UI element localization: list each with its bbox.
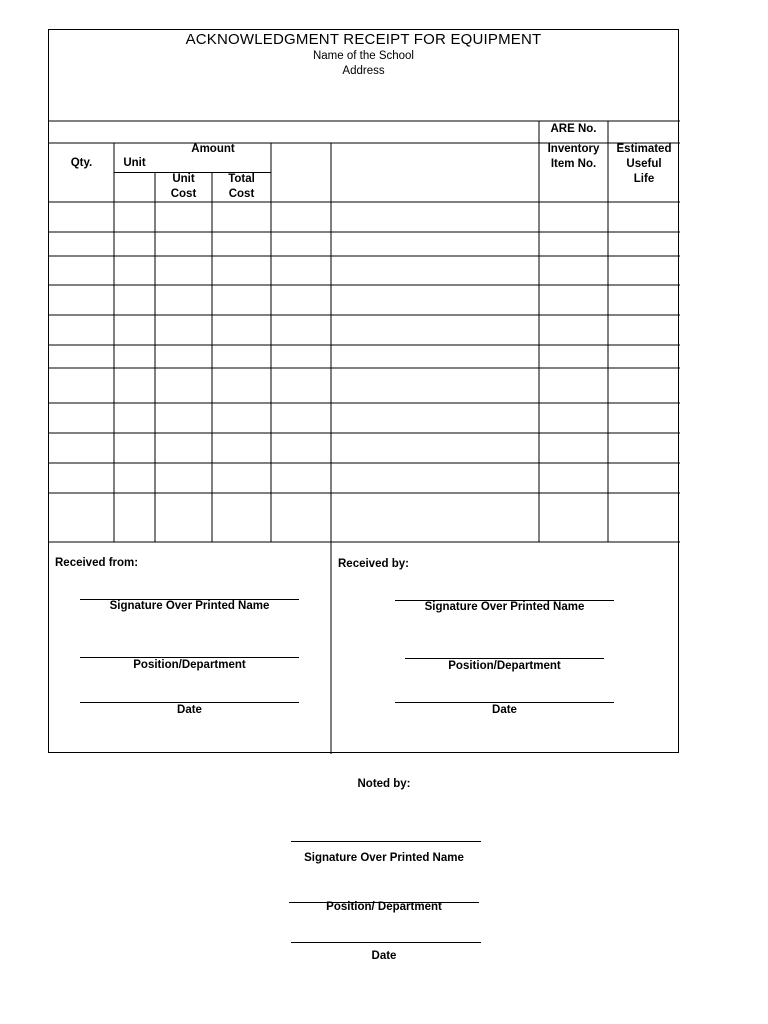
unit-cost-header — [155, 172, 212, 202]
description-cell[interactable] — [331, 368, 539, 403]
unit-cell[interactable] — [114, 345, 155, 368]
description-cell[interactable] — [331, 285, 539, 315]
inventory-item-no-cell[interactable] — [539, 202, 608, 232]
blank-cell[interactable] — [271, 463, 331, 493]
received-by-date-line[interactable] — [395, 702, 614, 703]
total-cost-cell[interactable] — [212, 463, 271, 493]
blank-cell[interactable] — [271, 202, 331, 232]
description-cell[interactable] — [331, 256, 539, 285]
total-cost-cell[interactable] — [212, 368, 271, 403]
received-from-position-caption: Position/Department — [133, 659, 246, 671]
received-by-date-caption: Date — [492, 704, 517, 716]
total-cost-cell[interactable] — [212, 285, 271, 315]
received-from-date-line[interactable] — [80, 702, 299, 703]
inventory-item-no-cell[interactable] — [539, 463, 608, 493]
useful-life-cell[interactable] — [608, 285, 680, 315]
inventory-item-header — [539, 142, 608, 172]
inventory-item-no-cell[interactable] — [539, 345, 608, 368]
total-cost-cell[interactable] — [212, 232, 271, 256]
qty-cell[interactable] — [49, 315, 114, 345]
unit-cell[interactable] — [114, 493, 155, 542]
total-cost-line1: Total — [228, 173, 255, 185]
are-no-label: ARE No. — [550, 123, 597, 135]
qty-cell[interactable] — [49, 403, 114, 433]
blank-cell[interactable] — [271, 493, 331, 542]
form-header — [49, 30, 678, 121]
received-from-date-caption: Date — [177, 704, 202, 716]
unit-cost-line2: Cost — [170, 188, 197, 200]
useful-life-cell[interactable] — [608, 463, 680, 493]
blank-cell[interactable] — [271, 433, 331, 463]
blank-cell[interactable] — [271, 345, 331, 368]
life-line2: Useful — [626, 158, 662, 170]
unit-cost-cell[interactable] — [155, 345, 212, 368]
unit-cost-cell[interactable] — [155, 315, 212, 345]
inventory-item-no-cell[interactable] — [539, 285, 608, 315]
inventory-item-no-cell[interactable] — [539, 232, 608, 256]
are-no-field[interactable] — [608, 121, 680, 143]
inventory-item-no-cell[interactable] — [539, 315, 608, 345]
description-cell[interactable] — [331, 232, 539, 256]
received-from-position-line[interactable] — [80, 657, 299, 658]
received-by-position-caption: Position/Department — [448, 660, 561, 672]
total-cost-header — [212, 172, 271, 202]
qty-cell[interactable] — [49, 285, 114, 315]
total-cost-cell[interactable] — [212, 433, 271, 463]
total-cost-cell[interactable] — [212, 403, 271, 433]
amount-header-text: Amount — [191, 143, 235, 155]
blank-cell[interactable] — [271, 403, 331, 433]
useful-life-cell[interactable] — [608, 315, 680, 345]
amount-header — [155, 142, 271, 157]
unit-cost-cell[interactable] — [155, 463, 212, 493]
blank-cell[interactable] — [271, 232, 331, 256]
noted-by-signature-line[interactable] — [291, 841, 481, 842]
qty-cell[interactable] — [49, 202, 114, 232]
unit-cell[interactable] — [114, 315, 155, 345]
qty-cell[interactable] — [49, 493, 114, 542]
noted-by-label: Noted by: — [357, 778, 411, 790]
inventory-line1: Inventory — [547, 143, 600, 155]
qty-cell[interactable] — [49, 256, 114, 285]
useful-life-cell[interactable] — [608, 232, 680, 256]
qty-header: Qty. — [70, 157, 93, 169]
received-from-signature-caption: Signature Over Printed Name — [109, 600, 270, 612]
useful-life-cell[interactable] — [608, 403, 680, 433]
qty-cell[interactable] — [49, 368, 114, 403]
unit-cost-cell[interactable] — [155, 493, 212, 542]
unit-cell[interactable] — [114, 256, 155, 285]
school-name-label: Name of the School — [312, 50, 414, 62]
useful-life-cell[interactable] — [608, 433, 680, 463]
description-cell[interactable] — [331, 403, 539, 433]
noted-by-date-line[interactable] — [291, 942, 481, 943]
useful-life-cell[interactable] — [608, 256, 680, 285]
total-cost-cell[interactable] — [212, 315, 271, 345]
noted-by-position-caption: Position/ Department — [326, 901, 442, 913]
description-cell[interactable] — [331, 463, 539, 493]
unit-header: Unit — [123, 157, 146, 169]
unit-cost-cell[interactable] — [155, 232, 212, 256]
description-cell[interactable] — [331, 493, 539, 542]
unit-cost-cell[interactable] — [155, 202, 212, 232]
unit-cell[interactable] — [114, 285, 155, 315]
unit-cell[interactable] — [114, 463, 155, 493]
form-title: ACKNOWLEDGMENT RECEIPT FOR EQUIPMENT — [185, 31, 542, 48]
unit-cell[interactable] — [114, 368, 155, 403]
qty-cell[interactable] — [49, 463, 114, 493]
total-cost-cell[interactable] — [212, 202, 271, 232]
useful-life-header — [608, 142, 680, 187]
noted-by-date-caption: Date — [371, 950, 397, 962]
inventory-item-no-cell[interactable] — [539, 256, 608, 285]
description-cell[interactable] — [331, 202, 539, 232]
address-label: Address — [342, 65, 385, 77]
inventory-item-no-cell[interactable] — [539, 403, 608, 433]
total-cost-cell[interactable] — [212, 493, 271, 542]
useful-life-cell[interactable] — [608, 345, 680, 368]
received-from-label: Received from: — [55, 557, 139, 569]
useful-life-cell[interactable] — [608, 368, 680, 403]
unit-cell[interactable] — [114, 202, 155, 232]
blank-cell[interactable] — [271, 285, 331, 315]
description-cell[interactable] — [331, 433, 539, 463]
qty-cell[interactable] — [49, 232, 114, 256]
qty-cell[interactable] — [49, 345, 114, 368]
blank-cell[interactable] — [271, 256, 331, 285]
unit-cell[interactable] — [114, 403, 155, 433]
unit-cost-cell[interactable] — [155, 433, 212, 463]
unit-cost-line1: Unit — [172, 173, 195, 185]
blank-cell[interactable] — [271, 315, 331, 345]
blank-cell[interactable] — [271, 368, 331, 403]
useful-life-cell[interactable] — [608, 493, 680, 542]
unit-cost-cell[interactable] — [155, 285, 212, 315]
unit-cost-cell[interactable] — [155, 368, 212, 403]
useful-life-cell[interactable] — [608, 202, 680, 232]
inventory-item-no-cell[interactable] — [539, 368, 608, 403]
qty-cell[interactable] — [49, 433, 114, 463]
unit-cell[interactable] — [114, 433, 155, 463]
description-cell[interactable] — [331, 345, 539, 368]
unit-cell[interactable] — [114, 232, 155, 256]
total-cost-cell[interactable] — [212, 345, 271, 368]
total-cost-cell[interactable] — [212, 256, 271, 285]
life-line1: Estimated — [616, 143, 672, 155]
unit-cost-cell[interactable] — [155, 256, 212, 285]
description-cell[interactable] — [331, 315, 539, 345]
noted-by-signature-caption: Signature Over Printed Name — [304, 852, 464, 864]
received-by-signature-caption: Signature Over Printed Name — [424, 601, 585, 613]
equipment-receipt-form — [48, 29, 679, 753]
received-by-label: Received by: — [338, 558, 409, 570]
life-line3: Life — [633, 173, 655, 185]
total-cost-line2: Cost — [228, 188, 255, 200]
inventory-item-no-cell[interactable] — [539, 493, 608, 542]
received-by-position-line[interactable] — [405, 658, 604, 659]
inventory-line2: Item No. — [550, 158, 597, 170]
inventory-item-no-cell[interactable] — [539, 433, 608, 463]
unit-cost-cell[interactable] — [155, 403, 212, 433]
